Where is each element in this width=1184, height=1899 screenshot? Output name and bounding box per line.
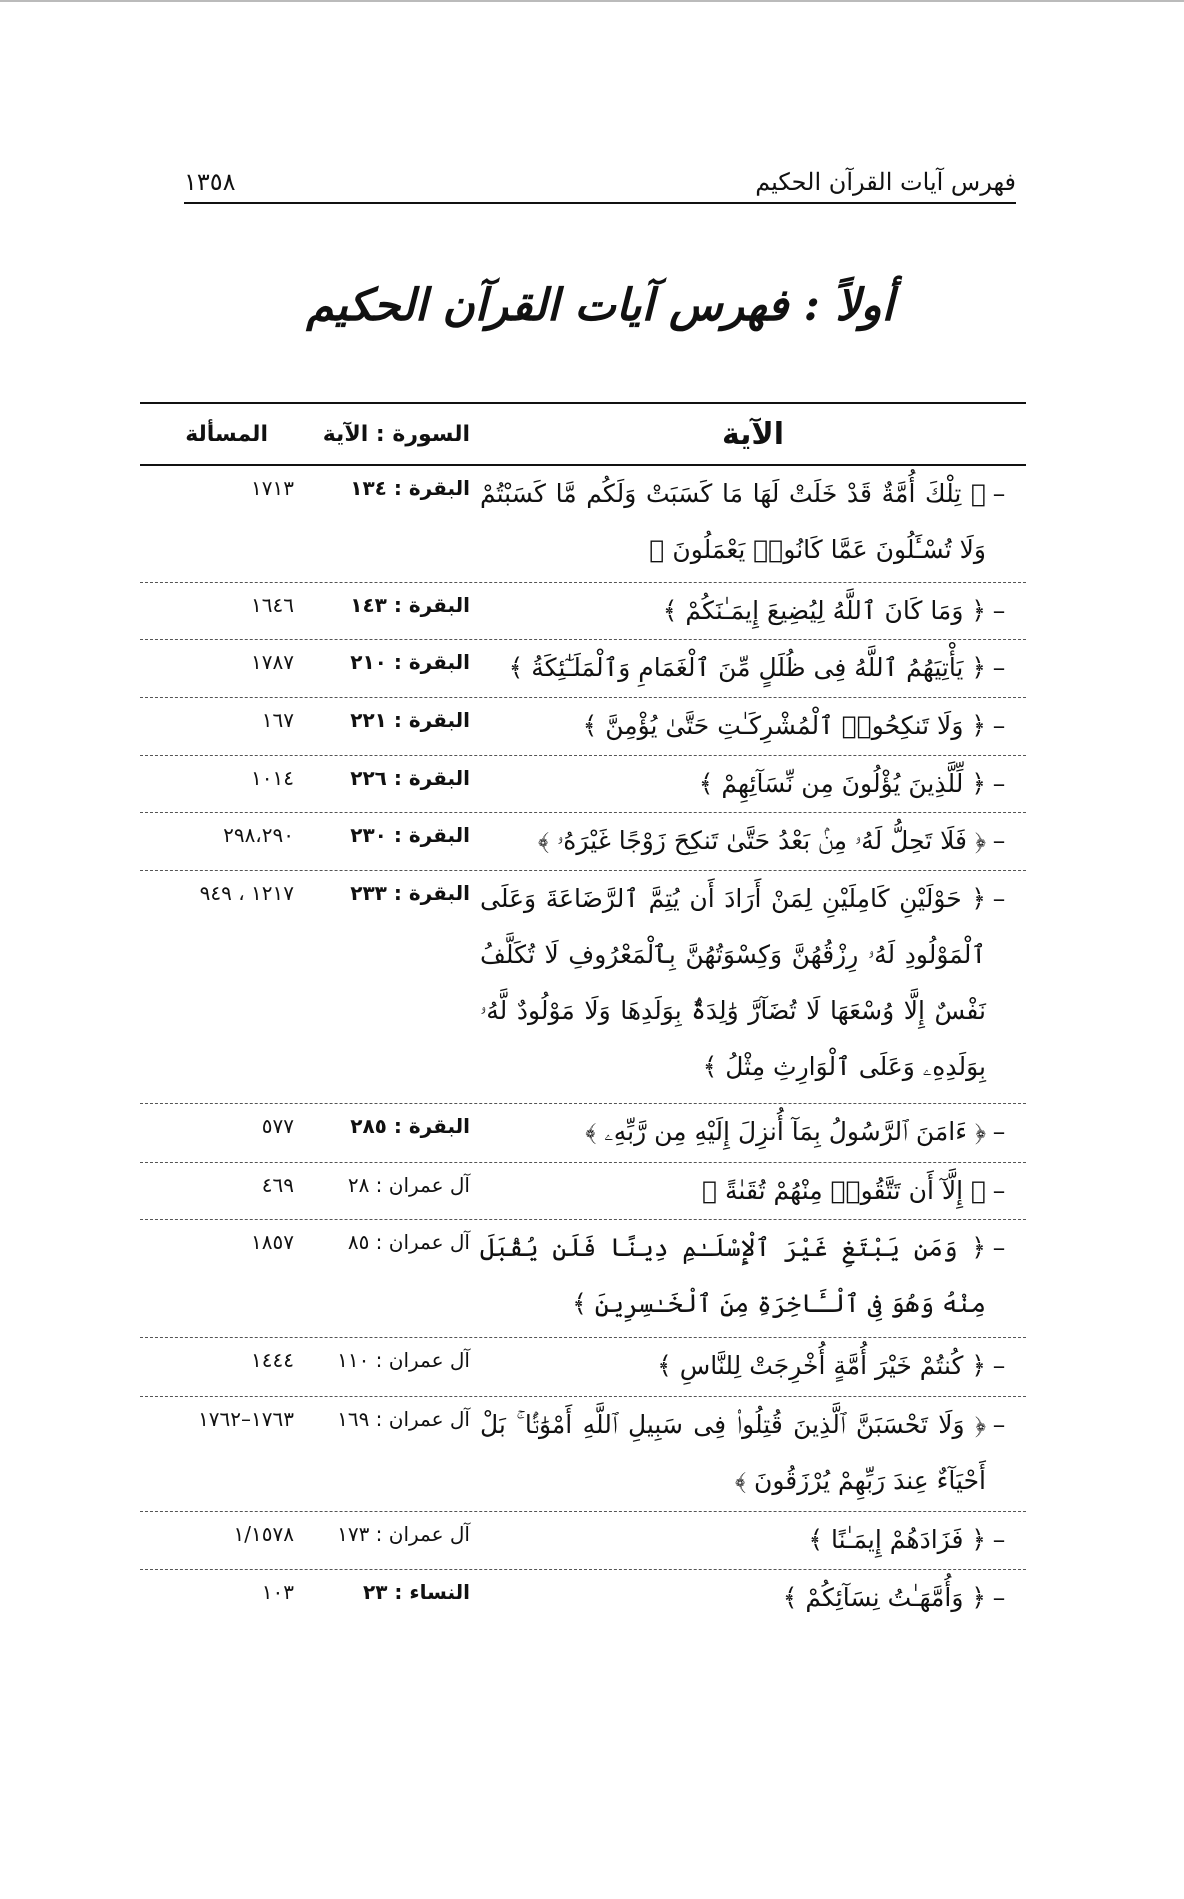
issue-number: ١٨٥٧ (251, 1230, 294, 1254)
surah-ayah-ref: البقرة : ١٣٤ (350, 476, 470, 500)
verse-text: ﴿ وَأُمَّهَـٰتُ نِسَآئِكُمْ ﴾ (782, 1583, 986, 1612)
row-dash: – (992, 1525, 1006, 1554)
table-row (140, 1163, 1026, 1220)
surah-ayah-ref: البقرة : ٢٣٣ (350, 881, 470, 905)
page-number: ١٣٥٨ (184, 168, 236, 196)
surah-ayah-ref: البقرة : ٢٢٦ (350, 766, 470, 790)
table-row (140, 698, 1026, 756)
surah-ayah-ref: البقرة : ٢٢١ (350, 708, 470, 732)
surah-ayah-ref: البقرة : ١٤٣ (350, 593, 470, 617)
row-dash: – (992, 479, 1006, 508)
table-row (140, 756, 1026, 813)
issue-number: ١٠١٤ (251, 766, 294, 790)
verse-text: ﴿ وَمَن يَبْتَغِ غَيْرَ ٱلْإِسْلَـٰمِ دِينًا فَلَن يُقْبَلَ مِنْهُ وَهُوَ فِى ٱلْـَٔاخِرَةِ مِنَ ٱلْخَـٰسِرِينَ ﴾ (480, 1233, 986, 1318)
page-title: أولاً : فهرس آيات القرآن الحكيم (306, 280, 894, 331)
page-header (184, 150, 1016, 204)
row-dash: – (992, 826, 1006, 855)
table-row (140, 466, 1026, 583)
verse-text: ﴿ لِّلَّذِينَ يُؤْلُونَ مِن نِّسَآئِهِمْ ﴾ (698, 769, 986, 798)
issue-number: ١٦٤٦ (251, 593, 294, 617)
row-dash: – (992, 653, 1006, 682)
issue-number: ١٢١٧ ، ٩٤٩ (199, 881, 294, 905)
verse-text: ﴿ إِلَّآ أَن تَتَّقُوا۟ مِنْهُمْ تُقَىٰةً ﴾ (702, 1176, 986, 1205)
issue-number: ١٧٨٧ (251, 650, 294, 674)
row-dash: – (992, 1351, 1006, 1380)
table-row (140, 813, 1026, 871)
surah-ayah-ref: آل عمران : ٢٨ (347, 1173, 470, 1197)
table-row (140, 583, 1026, 640)
verse-text: ﴿ يَأْتِيَهُمُ ٱللَّهُ فِى ظُلَلٍ مِّنَ ٱلْغَمَامِ وَٱلْمَلَـٰٓئِكَةُ ﴾ (508, 653, 986, 682)
row-dash: – (992, 884, 1006, 913)
verse-text: ﴿ وَلَا تَنكِحُوا۟ ٱلْمُشْرِكَـٰتِ حَتَّىٰ يُؤْمِنَّ ﴾ (582, 711, 986, 740)
verse-text: ﴿ وَمَا كَانَ ٱللَّهُ لِيُضِيعَ إِيمَـٰنَكُمْ ﴾ (662, 596, 986, 625)
surah-ayah-ref: آل عمران : ٨٥ (347, 1230, 470, 1254)
table-row (140, 871, 1026, 1104)
table-row (140, 1338, 1026, 1397)
issue-number: ٢٩٨،٢٩٠ (223, 823, 294, 847)
row-dash: – (992, 769, 1006, 798)
issue-number: ١٦٧ (261, 708, 294, 732)
row-dash: – (992, 1583, 1006, 1612)
column-header-surah-ayah: السورة : الآية (322, 421, 470, 447)
verse-text: ﴿ ءَامَنَ ٱلرَّسُولُ بِمَآ أُنزِلَ إِلَيْهِ مِن رَّبِّهِۦ ﴾ (585, 1117, 986, 1146)
table-row (140, 640, 1026, 698)
scan-edge-line (0, 0, 1184, 2)
verse-text: ﴿ تِلْكَ أُمَّةٌ قَدْ خَلَتْ لَهَا مَا كَسَبَتْ وَلَكُم مَّا كَسَبْتُمْ وَلَا تُسْـَٔلُونَ عَمَّا كَانُوا۟ يَعْمَلُونَ ﴾ (480, 479, 986, 564)
row-dash: – (992, 1233, 1006, 1262)
surah-ayah-ref: آل عمران : ١١٠ (337, 1348, 470, 1372)
surah-ayah-ref: النساء : ٢٣ (363, 1580, 470, 1604)
verse-text: ﴿ كُنتُمْ خَيْرَ أُمَّةٍ أُخْرِجَتْ لِلنَّاسِ ﴾ (657, 1351, 986, 1380)
issue-number: ٥٧٧ (261, 1114, 294, 1138)
verse-text: ﴿ وَلَا تَحْسَبَنَّ ٱلَّذِينَ قُتِلُوا۟ فِى سَبِيلِ ٱللَّهِ أَمْوَٰتًۢا ۚ بَلْ أَحْيَآءٌ عِندَ رَبِّهِمْ يُرْزَقُونَ ﴾ (480, 1410, 986, 1495)
issue-number: ١/١٥٧٨ (233, 1522, 294, 1546)
table-row (140, 1512, 1026, 1570)
issue-number: ٤٦٩ (261, 1173, 294, 1197)
table-row (140, 1220, 1026, 1338)
issue-number: ١٧١٣ (251, 476, 294, 500)
surah-ayah-ref: البقرة : ٢١٠ (350, 650, 470, 674)
table-row (140, 1570, 1026, 1628)
surah-ayah-ref: البقرة : ٢٨٥ (350, 1114, 470, 1138)
surah-ayah-ref: البقرة : ٢٣٠ (350, 823, 470, 847)
row-dash: – (992, 596, 1006, 625)
issue-number: ١٠٣ (261, 1580, 294, 1604)
table-row (140, 1397, 1026, 1512)
row-dash: – (992, 711, 1006, 740)
table-header (140, 402, 1026, 466)
verse-text: ﴿ فَزَادَهُمْ إِيمَـٰنًا ﴾ (808, 1525, 986, 1554)
issue-number: ١٤٤٤ (251, 1348, 294, 1372)
surah-ayah-ref: آل عمران : ١٦٩ (337, 1407, 470, 1431)
verse-index-table (140, 402, 1026, 1628)
surah-ayah-ref: آل عمران : ١٧٣ (337, 1522, 470, 1546)
column-header-verse: الآية (721, 416, 785, 452)
verse-text: ﴿ حَوْلَيْنِ كَامِلَيْنِ لِمَنْ أَرَادَ أَن يُتِمَّ ٱلرَّضَاعَةَ وَعَلَى ٱلْمَوْلُودِ لَهُۥ رِزْقُهُنَّ وَكِسْوَتُهُنَّ بِٱلْمَعْرُوفِ لَا تُكَلَّفُ نَفْسٌ إِلَّا وُسْعَهَا لَا تُضَآرَّ وَٰلِدَةٌۢ بِوَلَدِهَا وَلَا مَوْلُودٌ لَّهُۥ بِوَلَدِهِۦ وَعَلَى ٱلْوَارِثِ مِثْلُ ﴾ (480, 884, 986, 1081)
issue-number: ١٧٦٣–١٧٦٢ (198, 1407, 294, 1431)
table-row (140, 1104, 1026, 1163)
row-dash: – (992, 1176, 1006, 1205)
verse-text: ﴿ فَلَا تَحِلُّ لَهُۥ مِنۢ بَعْدُ حَتَّىٰ تَنكِحَ زَوْجًا غَيْرَهُۥ ﴾ (538, 826, 986, 855)
column-header-issue: المسألة (185, 421, 268, 447)
row-dash: – (992, 1117, 1006, 1146)
running-title: فهرس آيات القرآن الحكيم (755, 168, 1016, 196)
row-dash: – (992, 1410, 1006, 1439)
